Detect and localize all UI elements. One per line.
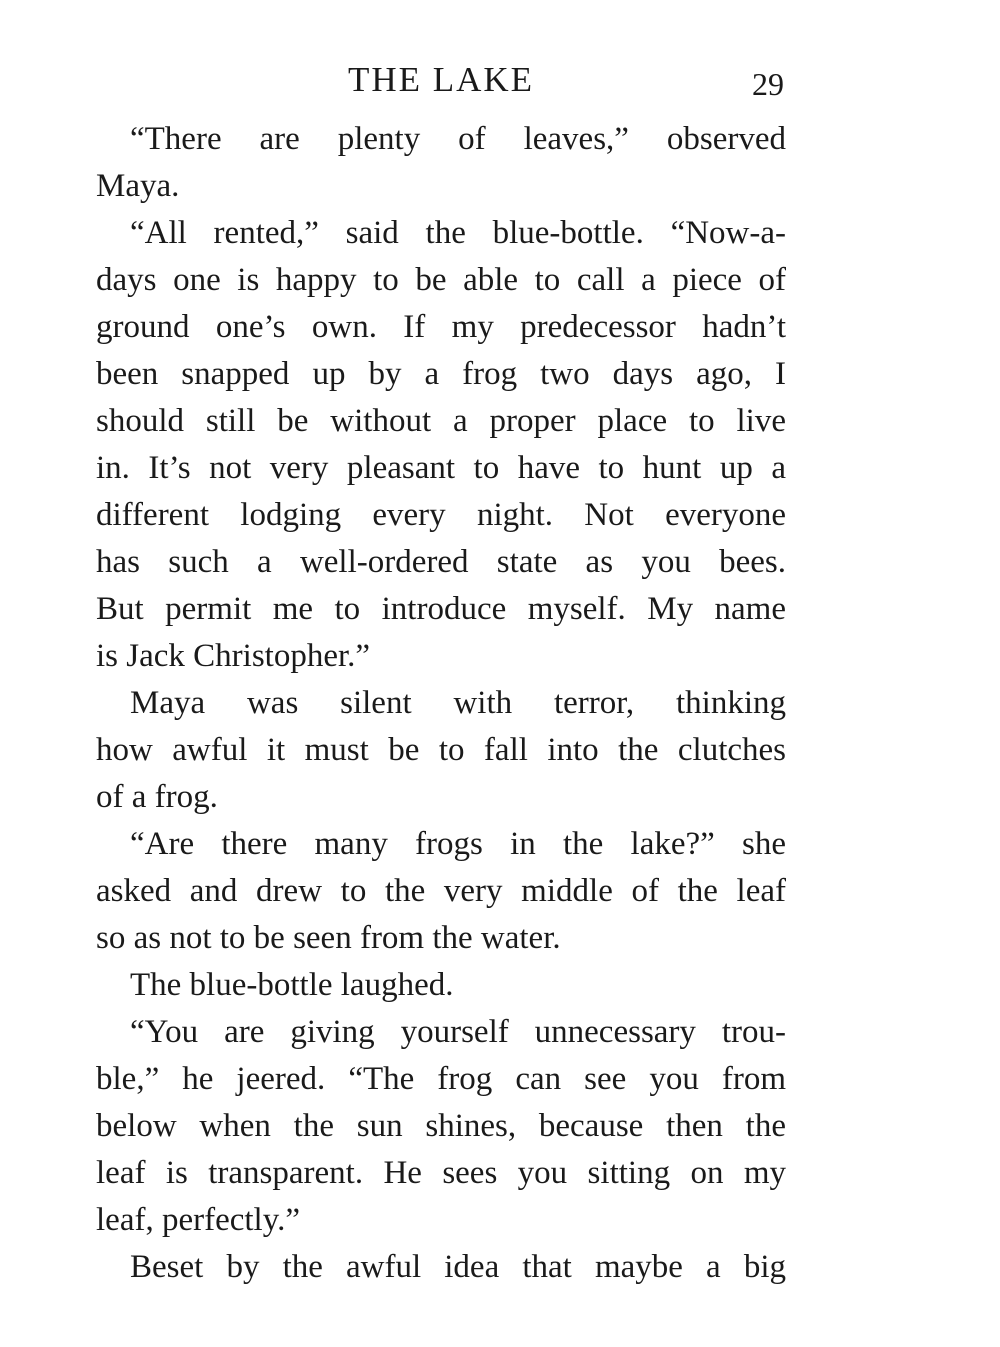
text-line: leaf is transparent. He sees you sitting on my xyxy=(96,1155,786,1191)
text-line: ble,” he jeered. “The frog can see you from xyxy=(96,1061,786,1097)
text-line: has such a well-ordered state as you bees. xyxy=(96,544,786,580)
text-line: “There are plenty of leaves,” observed xyxy=(130,121,786,157)
text-line: days one is happy to be able to call a piece of xyxy=(96,262,786,298)
text-line: different lodging every night. Not everyone xyxy=(96,497,786,533)
text-line: below when the sun shines, because then the xyxy=(96,1108,786,1144)
text-line: “Are there many frogs in the lake?” she xyxy=(130,826,786,862)
text-line: so as not to be seen from the water. xyxy=(96,920,561,956)
text-line: in. It’s not very pleasant to have to hunt up a xyxy=(96,450,786,486)
text-line: ground one’s own. If my predecessor hadn’t xyxy=(96,309,786,345)
text-line: of a frog. xyxy=(96,779,218,815)
text-line: “All rented,” said the blue-bottle. “Now-a- xyxy=(130,215,786,251)
text-line: is Jack Christopher.” xyxy=(96,638,371,674)
text-line: been snapped up by a frog two days ago, I xyxy=(96,356,786,392)
text-line: how awful it must be to fall into the clutches xyxy=(96,732,786,768)
text-line: asked and drew to the very middle of the leaf xyxy=(96,873,786,909)
text-line: Maya. xyxy=(96,168,180,204)
chapter-title: THE LAKE xyxy=(347,60,535,99)
text-line: leaf, perfectly.” xyxy=(96,1202,300,1238)
text-line: Beset by the awful idea that maybe a big xyxy=(130,1249,786,1285)
text-line: “You are giving yourself unnecessary trou- xyxy=(130,1014,786,1050)
running-head xyxy=(96,58,786,102)
text-line: Maya was silent with terror, thinking xyxy=(130,685,786,721)
page-number: 29 xyxy=(752,66,784,102)
text-line: The blue-bottle laughed. xyxy=(130,967,454,1003)
text-line: should still be without a proper place to live xyxy=(96,403,786,439)
text-line: But permit me to introduce myself. My name xyxy=(96,591,786,627)
body-text xyxy=(96,116,786,1291)
